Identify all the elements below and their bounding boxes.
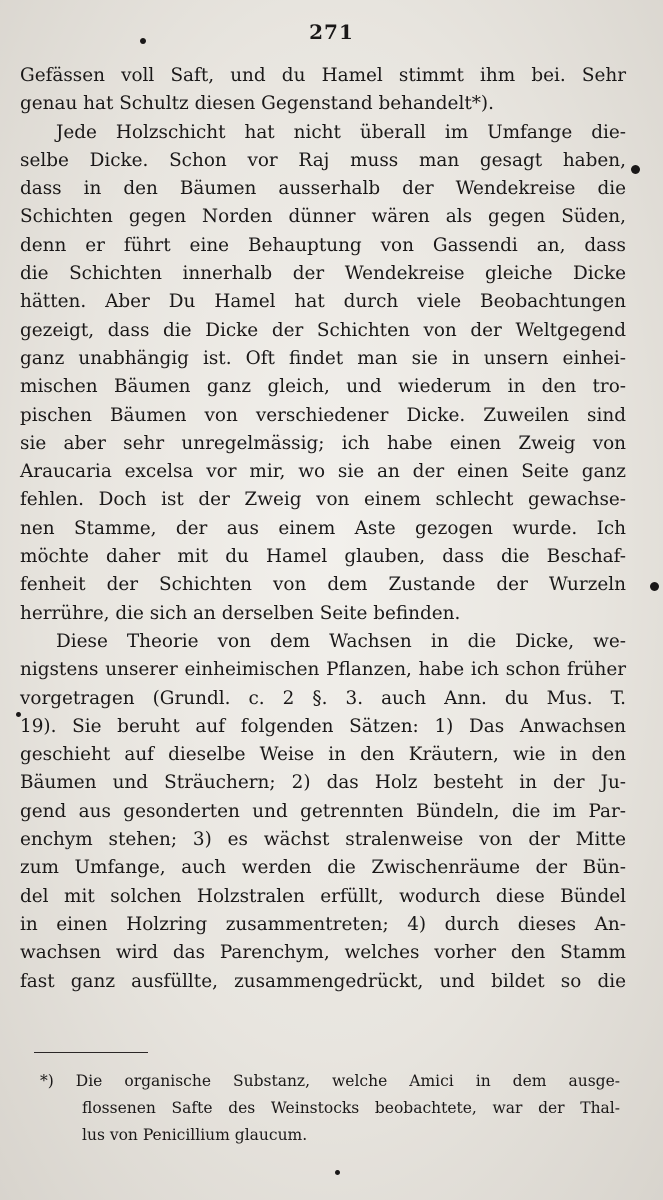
- footnote-line: *) Die organische Substanz, welche Amici in dem ausge-: [40, 1072, 620, 1090]
- text-line: fehlen. Doch ist der Zweig von einem schlecht gewachse-: [20, 489, 626, 511]
- text-line: möchte daher mit du Hamel glauben, dass die Beschaf-: [20, 546, 626, 568]
- text-line: geschieht auf dieselbe Weise in den Kräutern, wie in den: [20, 744, 626, 766]
- text-line: Araucaria excelsa vor mir, wo sie an der einen Seite ganz: [20, 461, 626, 483]
- text-line: selbe Dicke. Schon vor Raj muss man gesagt haben,: [20, 149, 626, 171]
- text-line: denn er führt eine Behauptung von Gassendi an, dass: [20, 234, 626, 256]
- text-line: vorgetragen (Grundl. c. 2 §. 3. auch Ann. du Mus. T.: [20, 687, 626, 709]
- text-line: enchym stehen; 3) es wächst stralenweise von der Mitte: [20, 829, 626, 851]
- text-line: Diese Theorie von dem Wachsen in die Dicke, we-: [56, 630, 626, 652]
- text-line: mischen Bäumen ganz gleich, und wiederum in den tro-: [20, 376, 626, 398]
- text-line: die Schichten innerhalb der Wendekreise gleiche Dicke: [20, 263, 626, 285]
- text-line: zum Umfange, auch werden die Zwischenräume der Bün-: [20, 857, 626, 879]
- text-line: Schichten gegen Norden dünner wären als gegen Süden,: [20, 206, 626, 228]
- text-line: gend aus gesonderten und getrennten Bündeln, die im Par-: [20, 800, 626, 822]
- footnote-line: lus von Penicillium glaucum.: [82, 1126, 308, 1144]
- ink-speck: [335, 1170, 340, 1175]
- text-line: Gefässen voll Saft, und du Hamel stimmt ihm bei. Sehr: [20, 65, 626, 86]
- text-line: ganz unabhängig ist. Oft findet man sie in unsern einhei-: [20, 347, 626, 369]
- body-text: [20, 62, 626, 996]
- text-line: sie aber sehr unregelmässig; ich habe einen Zweig von: [20, 432, 626, 454]
- footnote-divider: [34, 1052, 148, 1053]
- text-line: hätten. Aber Du Hamel hat durch viele Beobachtungen: [20, 291, 626, 313]
- ink-speck: [631, 165, 640, 174]
- text-line: pischen Bäumen von verschiedener Dicke. Zuweilen sind: [20, 404, 626, 426]
- text-line: nigstens unserer einheimischen Pflanzen, habe ich schon früher: [20, 659, 626, 681]
- text-line: gezeigt, dass die Dicke der Schichten von der Weltgegend: [20, 319, 626, 341]
- text-line: in einen Holzring zusammentreten; 4) durch dieses An-: [20, 913, 626, 935]
- footnote-line: flossenen Safte des Weinstocks beobachtete, war der Thal-: [82, 1099, 620, 1117]
- ink-speck: [650, 582, 659, 591]
- text-line: nen Stamme, der aus einem Aste gezogen wurde. Ich: [20, 517, 626, 539]
- page-number: 271: [309, 20, 354, 44]
- text-line: herrühre, die sich an derselben Seite befinden.: [20, 602, 461, 624]
- text-line: genau hat Schultz diesen Gegenstand behandelt*).: [20, 93, 494, 115]
- text-line: fast ganz ausfüllte, zusammengedrückt, und bildet so die: [20, 970, 626, 992]
- text-line: 19). Sie beruht auf folgenden Sätzen: 1) Das Anwachsen: [20, 715, 626, 737]
- text-line: wachsen wird das Parenchym, welches vorher den Stamm: [20, 942, 626, 964]
- text-line: del mit solchen Holzstralen erfüllt, wodurch diese Bündel: [20, 885, 626, 907]
- text-line: fenheit der Schichten von dem Zustande der Wurzeln: [20, 574, 626, 596]
- text-line: dass in den Bäumen ausserhalb der Wendekreise die: [20, 178, 626, 200]
- text-line: Jede Holzschicht hat nicht überall im Umfange die-: [56, 121, 626, 143]
- text-line: Bäumen und Sträuchern; 2) das Holz besteht in der Ju-: [20, 772, 626, 794]
- footnote: [40, 1068, 620, 1149]
